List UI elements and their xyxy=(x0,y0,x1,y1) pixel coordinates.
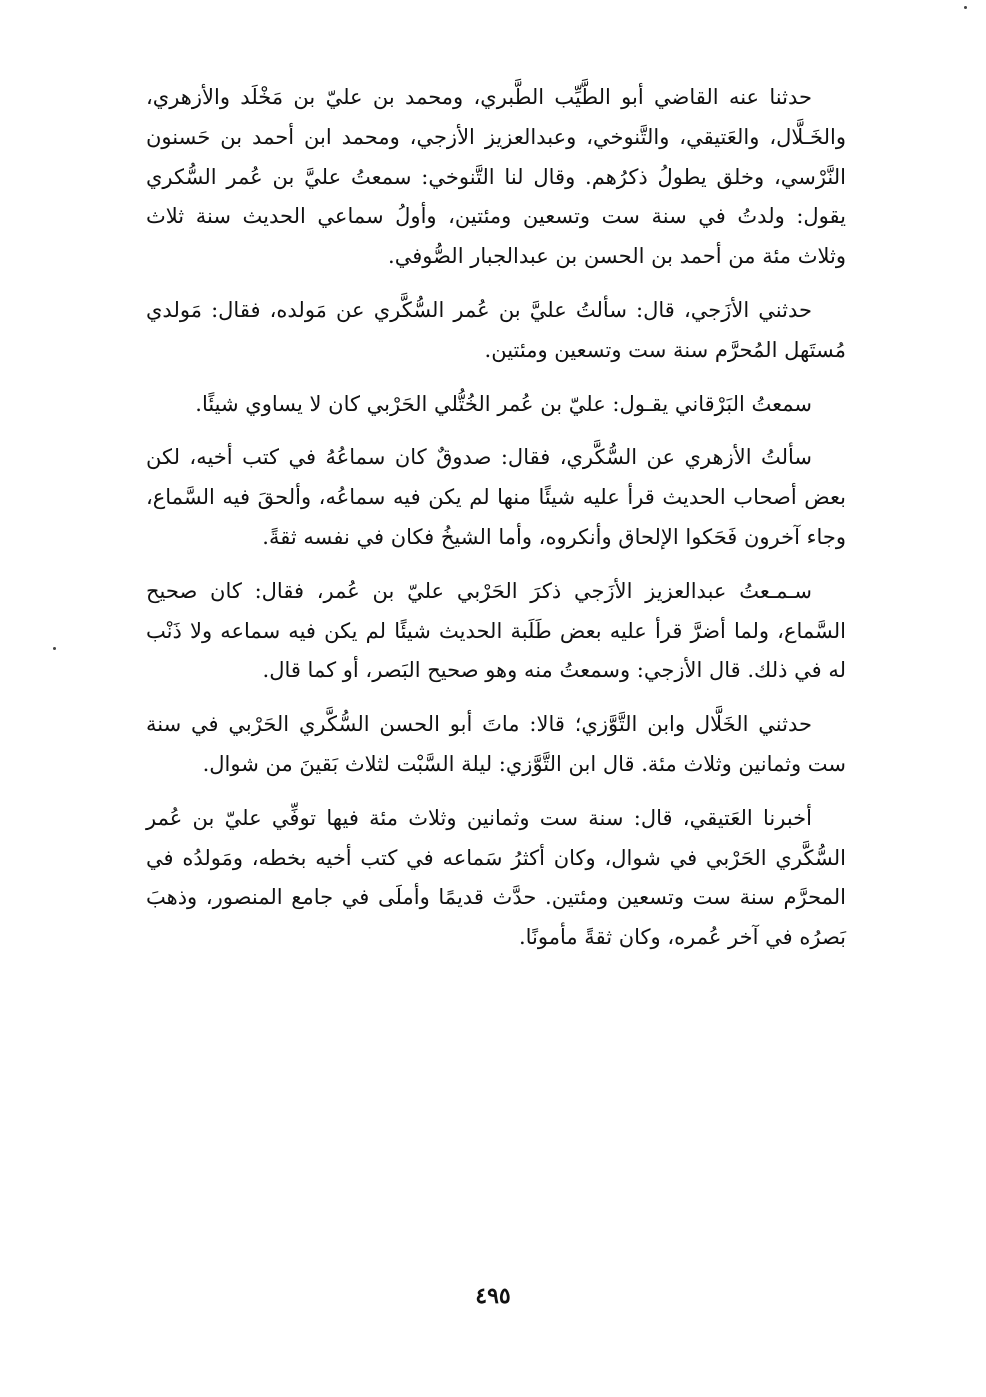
paragraph: سمعتُ البَرْقاني يقـول: عليّ بن عُمر الخُتُّلي الحَرْبي كان لا يساوي شيئًا. xyxy=(195,391,812,416)
paragraph: حدثني الأزَجي، قال: سألتُ عليَّ بن عُمر السُّكَّري عن مَولده، فقال: مَولدي مُستَهل المُحرَّم سنة ست وتسعين ومئتين. xyxy=(146,297,846,362)
paragraph: سـمـعتُ عبدالعزيز الأزَجي ذكرَ الحَرْبي عليّ بن عُمر، فقال: كان صحيح السَّماع، ولما أضرَّ قرأ عليه بعض طَلَبة الحديث شيئًا لم يكن فيه سماعه ولا ذَنْب له في ذلك. قال الأزجي: وسمعتُ منه وهو صحيح البَصر، أو كما قال. xyxy=(146,578,846,683)
scan-speck xyxy=(53,647,56,650)
paragraph: حدثنا عنه القاضي أبو الطَّيِّب الطَّبري، ومحمد بن عليّ بن مَخْلَد والأزهري، والخَـلَّال، والعَتيقي، والتَّنوخي، وعبدالعزيز الأزجي، ومحمد ابن أحمد بن حَسنون النَّرْسي، وخلق يطولُ ذكرُهم. وقال لنا التَّنوخي: سمعتُ عليَّ بن عُمر السُّكري يقول: ولدتُ في سنة ست وتسعين ومئتين، وأولُ سماعي الحديث سنة ثلاث وثلاث مئة من أحمد بن الحسن بن عبدالجبار الصُّوفي. xyxy=(146,85,846,269)
scan-speck xyxy=(964,6,967,9)
paragraph: أخبرنا العَتيقي، قال: سنة ست وثمانين وثلاث مئة فيها توفِّي عليّ بن عُمر السُّكَّري الحَرْبي في شوال، وكان أكثرُ سَماعه في كتب أخيه بخطه، ومَولدُه في المحرَّم سنة ست وتسعين ومئتين. حدَّث قديمًا وأملَى في جامع المنصور، وذهبَ بَصرُه في آخر عُمره، وكان ثقةً مأمونًا. xyxy=(146,805,846,950)
page-number: ٤٩٥ xyxy=(475,1283,511,1309)
paragraph: سألتُ الأزهري عن السُّكَّري، فقال: صدوقٌ كان سماعُهُ في كتب أخيه، لكن بعض أصحاب الحديث قرأ عليه شيئًا منها لم يكن فيه سماعُه، وألحقَ فيه السَّماع، وجاء آخرون فَحَكوا الإلحاق وأنكروه، وأما الشيخُ فكان في نفسه ثقةً. xyxy=(146,445,846,549)
body-text xyxy=(146,78,846,972)
paragraph: حدثني الخَلَّال وابن التَّوَّزي؛ قالا: ماتَ أبو الحسن السُّكَّري الحَرْبي في سنة ست وثمانين وثلاث مئة. قال ابن التَّوَّزي: ليلة السَّبْت لثلاث بَقينَ من شوال. xyxy=(146,712,846,776)
